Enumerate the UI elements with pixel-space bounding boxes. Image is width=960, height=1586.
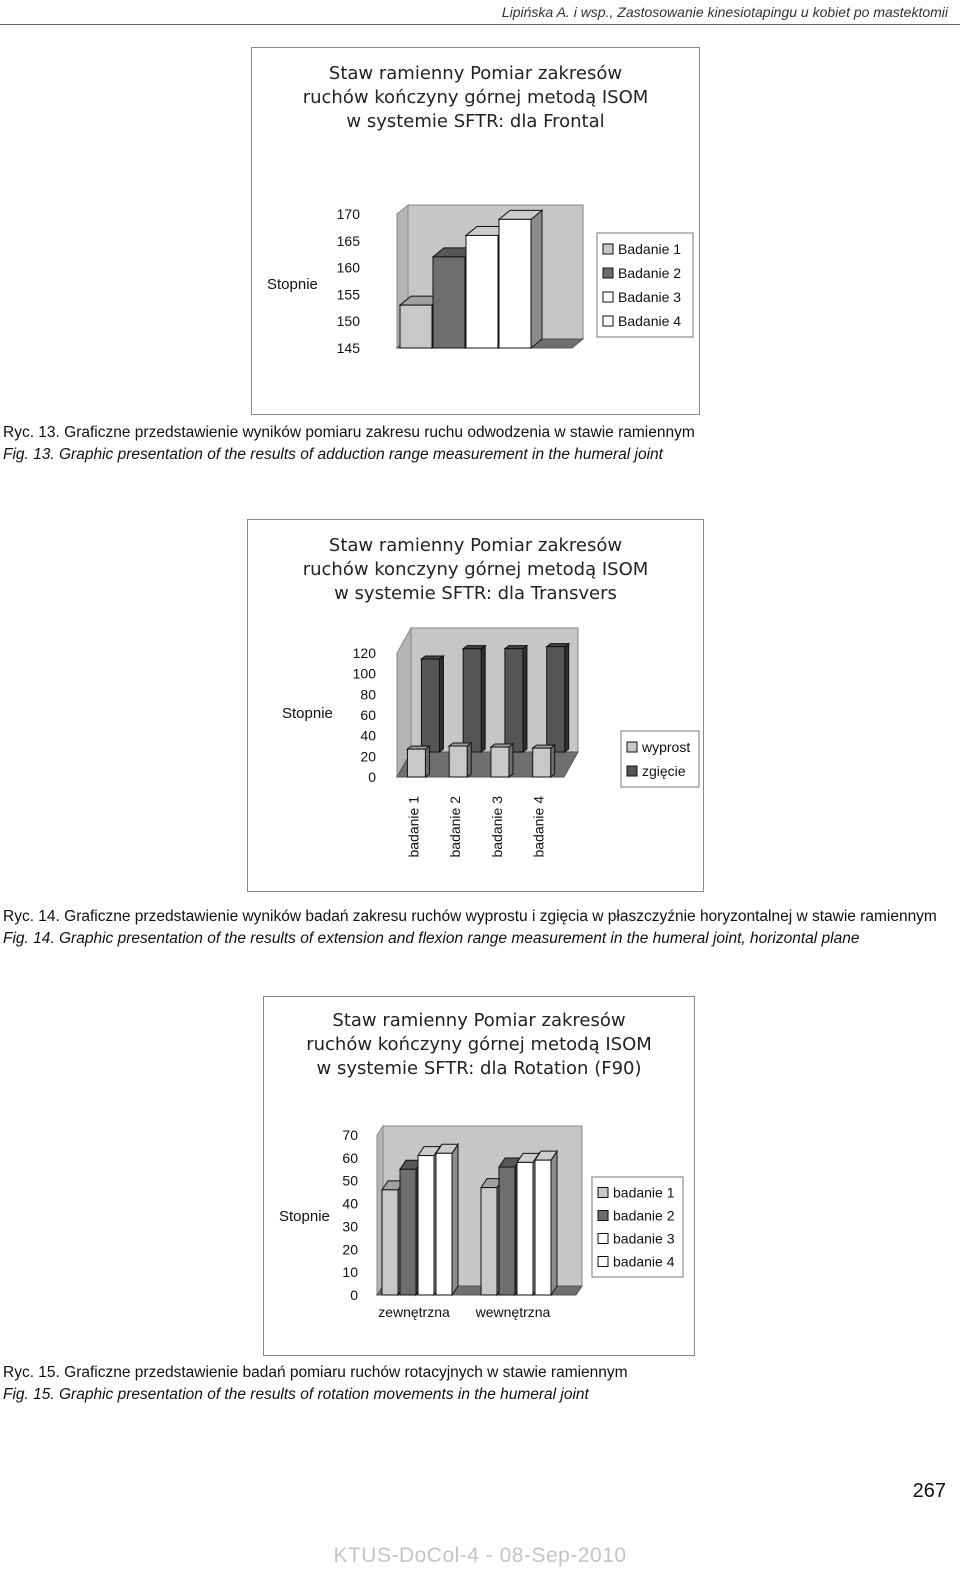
y-tick-label: 160 [336, 259, 360, 276]
footer-stamp: KTUS-DoCol-4 - 08-Sep-2010 [333, 1544, 627, 1567]
chart-rotation-plot [264, 997, 694, 1355]
bar-side [452, 1144, 458, 1295]
bar-wyprost [407, 746, 429, 777]
y-tick-label: 20 [342, 1241, 358, 1258]
bar-side [481, 646, 485, 752]
y-axis-label: Stopnie [267, 276, 318, 293]
chart-title-line: ruchów kończyny górnej metodą ISOM [302, 87, 649, 108]
legend-label: badanie 3 [613, 1230, 675, 1247]
chart-frontal-frame [251, 47, 700, 415]
figure-15-caption-en: Fig. 15. Graphic presentation of the results of rotation movements in the humeral joint [3, 1386, 589, 1403]
bar-front [535, 1160, 551, 1295]
chart-title-line: w systemie SFTR: dla Rotation (F90) [316, 1058, 642, 1079]
y-tick-label: 60 [360, 707, 376, 723]
bar-side [439, 656, 443, 752]
y-tick-label: 40 [342, 1195, 358, 1212]
legend-swatch [598, 1234, 608, 1244]
bar-side [509, 744, 513, 777]
bar-side [523, 646, 527, 752]
y-tick-label: 100 [352, 665, 376, 682]
figure-13-caption-pl: Ryc. 13. Graficzne przedstawienie wyników pomiaru zakresu ruchu odwodzenia w stawie ramiennym [3, 424, 695, 441]
bar-front [517, 1162, 533, 1295]
y-tick-label: 120 [352, 645, 376, 661]
y-tick-label: 145 [336, 340, 360, 356]
y-tick-label: 30 [342, 1218, 358, 1235]
bar-zgiecie [505, 646, 527, 752]
bar-front [433, 257, 465, 348]
legend-swatch [598, 1211, 608, 1221]
bar-zgiecie [463, 646, 485, 752]
bar-front [505, 649, 523, 752]
bar-front [466, 235, 498, 348]
legend-label: wyprost [642, 739, 691, 755]
bar-front [547, 647, 565, 752]
y-tick-label: 20 [360, 748, 376, 765]
chart-title-line: Staw ramienny Pomiar zakresów [328, 63, 623, 84]
y-tick-label: 50 [342, 1172, 358, 1189]
bar-front [449, 746, 467, 777]
x-tick-label: badanie 4 [530, 796, 547, 858]
chart-title-line: w systemie SFTR: dla Frontal [346, 111, 605, 132]
y-tick-label: 155 [336, 286, 360, 303]
bar-side [425, 746, 429, 777]
bar-front [491, 747, 509, 777]
bar-wyprost [449, 743, 471, 777]
y-tick-label: 0 [368, 769, 376, 785]
bar-side [467, 743, 471, 777]
bar-front [499, 219, 531, 348]
bar-wyprost [533, 745, 555, 777]
bar-front [463, 649, 481, 752]
bar-zgiecie [547, 644, 569, 752]
chart-title-line: ruchów kończyny górnej metodą ISOM [306, 1034, 652, 1055]
figure-14-caption-pl: Ryc. 14. Graficzne przedstawienie wyników badań zakresu ruchów wyprostu i zgięcia w płaszczyźnie horyzontalnej w stawie ramiennym [3, 908, 937, 925]
bar-side [565, 644, 569, 752]
legend-label: badanie 4 [613, 1253, 675, 1270]
bar-side [551, 745, 555, 777]
bar-front [418, 1156, 434, 1295]
legend-swatch [603, 292, 613, 302]
bar-front [407, 749, 425, 777]
bar-zgiecie [421, 656, 443, 752]
bar-front [421, 659, 439, 752]
x-tick-label: badanie 1 [405, 796, 422, 858]
chart-transvers-frame [247, 519, 704, 892]
chart-frontal-plot [252, 48, 699, 414]
legend-swatch [603, 316, 613, 326]
y-tick-label: 40 [360, 727, 376, 744]
y-tick-label: 70 [342, 1127, 358, 1143]
y-tick-label: 80 [360, 686, 376, 703]
legend-swatch [627, 766, 637, 776]
x-tick-label: badanie 3 [488, 796, 505, 858]
figure-15-caption-pl: Ryc. 15. Graficzne przedstawienie badań pomiaru ruchów rotacyjnych w stawie ramiennym [3, 1364, 628, 1381]
chart-rotation-frame [263, 996, 695, 1356]
y-tick-label: 60 [342, 1149, 358, 1166]
y-tick-label: 10 [342, 1264, 358, 1281]
bar-badanie-4 [499, 210, 542, 348]
y-tick-label: 0 [350, 1287, 358, 1303]
chart-title-line: w systemie SFTR: dla Transvers [334, 583, 617, 604]
y-axis-label: Stopnie [279, 1208, 330, 1225]
bar-side [551, 1151, 557, 1295]
chart-title-line: ruchów konczyny górnej metodą ISOM [302, 559, 649, 580]
bar-badanie-4 [436, 1144, 458, 1295]
bar-front [499, 1167, 515, 1295]
x-tick-label: zewnętrzna [378, 1304, 450, 1320]
legend-swatch [598, 1257, 608, 1267]
bar-front [533, 748, 551, 777]
header-rule [0, 24, 960, 25]
legend-swatch [598, 1188, 608, 1198]
y-axis-label: Stopnie [282, 705, 333, 722]
y-tick-label: 170 [336, 206, 360, 222]
legend-swatch [603, 244, 613, 254]
x-tick-label: badanie 2 [447, 796, 464, 858]
bar-front [481, 1188, 497, 1295]
bar-wyprost [491, 744, 513, 777]
bar-badanie-4 [535, 1151, 557, 1295]
chart-title-line: Staw ramienny Pomiar zakresów [328, 535, 623, 556]
page-number: 267 [912, 1480, 946, 1502]
legend-label: Badanie 2 [618, 265, 682, 281]
y-tick-label: 165 [336, 232, 360, 249]
x-tick-label: wewnętrzna [475, 1304, 551, 1320]
legend-swatch [627, 742, 637, 752]
legend-label: Badanie 4 [618, 313, 682, 329]
legend-swatch [603, 268, 613, 278]
y-tick-label: 150 [336, 313, 360, 330]
chart-transvers-plot [248, 520, 703, 891]
figure-14-caption-en: Fig. 14. Graphic presentation of the results of extension and flexion range measurement in the humeral joint, horizontal plane [3, 930, 860, 947]
chart-title-line: Staw ramienny Pomiar zakresów [332, 1010, 626, 1031]
bar-front [382, 1190, 398, 1295]
legend-label: Badanie 3 [618, 289, 682, 305]
legend-label: Badanie 1 [618, 241, 682, 257]
figure-13-caption-en: Fig. 13. Graphic presentation of the results of adduction range measurement in the humeral joint [3, 446, 663, 463]
legend-label: zgięcie [642, 763, 686, 779]
bar-front [400, 305, 432, 348]
bar-front [436, 1153, 452, 1295]
legend-label: badanie 1 [613, 1184, 675, 1201]
bar-side [531, 210, 542, 348]
bar-front [400, 1169, 416, 1295]
legend-label: badanie 2 [613, 1207, 675, 1224]
running-header: Lipińska A. i wsp., Zastosowanie kinesiotapingu u kobiet po mastektomii [501, 4, 948, 20]
